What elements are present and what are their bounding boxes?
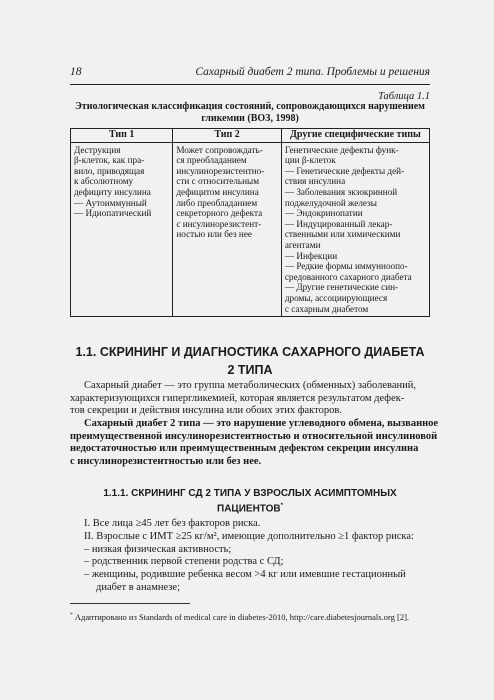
- cell-line: агентами: [284, 239, 321, 250]
- subsection-heading-line: 1.1.1. СКРИНИНГ СД 2 ТИПА У ВЗРОСЛЫХ АСИМПТОМНЫХ: [103, 488, 397, 499]
- table-cell-type1: [71, 142, 173, 317]
- cell-line: дефициту инсулина: [74, 186, 151, 197]
- paragraph-line: недостаточностью или преимущественным дефектом секреции инсулина: [70, 443, 419, 455]
- subsection-heading-text: ПАЦИЕНТОВ: [217, 503, 281, 515]
- table-row: [71, 142, 430, 317]
- cell-line: с инсулинорезистент-: [176, 218, 262, 229]
- table-label: Таблица 1.1: [378, 91, 430, 102]
- table-caption-line: гликемии (ВОЗ, 1998): [201, 113, 299, 124]
- list-item: – низкая физическая активность;: [84, 543, 232, 555]
- list-item: II. Взрослые с ИМТ ≥25 кг/м², имеющие дополнительно ≥1 фактор риска:: [84, 530, 414, 542]
- table-caption-line: Этиологическая классификация состояний, сопровождающихся нарушением: [75, 101, 425, 112]
- list-item: – женщины, родившие ребенка весом >4 кг или имевшие гестационный: [84, 569, 406, 581]
- cell-line: дефицитом инсулина: [176, 186, 259, 197]
- cell-line: либо преобладанием: [176, 197, 258, 208]
- paragraph-line: преимущественной инсулинорезистентностью и относительной инсулиновой: [70, 430, 438, 442]
- paragraph-line: Сахарный диабет 2 типа — это нарушение углеводного обмена, вызванное: [84, 418, 439, 429]
- cell-line: — Другие генетические син-: [284, 282, 399, 293]
- cell-line: — Заболевания экзокринной: [284, 186, 398, 197]
- subsection-heading-line: [70, 500, 430, 515]
- classification-table: [70, 128, 430, 317]
- cell-line: Генетические дефекты функ-: [284, 144, 399, 155]
- cell-line: ции β-клеток: [284, 155, 336, 166]
- section-heading: [70, 343, 430, 379]
- cell-line: — Редкие формы иммунноопо-: [284, 261, 408, 272]
- cell-line: ственными или химическими: [284, 229, 401, 240]
- cell-line: поджелудочной железы: [284, 197, 377, 208]
- footnote-reference[interactable]: *: [280, 503, 283, 509]
- cell-line: Деструкция: [74, 144, 121, 155]
- table-cell-type2: [173, 142, 282, 317]
- paragraph-line: Сахарный диабет — это группа метаболических (обменных) заболеваний,: [84, 380, 416, 391]
- cell-line: с сахарным диабетом: [284, 303, 369, 314]
- running-header: [70, 66, 430, 82]
- footnote: [70, 610, 432, 622]
- cell-line: — Индуцированный лекар-: [284, 218, 393, 229]
- cell-line: ся преобладанием: [176, 155, 247, 166]
- cell-line: — Инфекции: [284, 250, 338, 261]
- definition-paragraph: [70, 380, 432, 418]
- risk-criteria-list: [70, 518, 432, 595]
- table-caption: [70, 101, 430, 125]
- cell-line: — Аутоиммунный: [74, 197, 147, 208]
- cell-line: инсулинорезистентно-: [176, 165, 265, 176]
- list-item-continuation: диабет в анамнезе;: [96, 581, 180, 593]
- footnote-mark: *: [70, 612, 73, 618]
- cell-line: ствия инсулина: [284, 176, 346, 187]
- list-item: – родственник первой степени родства с СД;: [84, 556, 284, 568]
- page-number: 18: [70, 66, 82, 78]
- cell-line: секреторного дефекта: [176, 208, 263, 219]
- cell-line: Может сопровождать-: [176, 144, 263, 155]
- header-rule: [70, 84, 430, 85]
- cell-line: — Эндокринопатии: [284, 208, 363, 219]
- cell-line: средованного сахарного диабета: [284, 271, 412, 282]
- table-cell-other: [281, 142, 429, 317]
- cell-line: β-клеток, как пра-: [74, 155, 145, 166]
- footnote-rule: [70, 603, 190, 604]
- cell-line: ностью или без нее: [176, 229, 252, 240]
- cell-line: — Идиопатический: [74, 208, 152, 219]
- running-title: Сахарный диабет 2 типа. Проблемы и решения: [195, 66, 430, 78]
- paragraph-line: тов секреции и действия инсулина или обоих этих факторов.: [70, 405, 342, 417]
- column-header-type2: Тип 2: [173, 129, 282, 143]
- cell-line: сти с относительным: [176, 176, 260, 187]
- footnote-text: Адаптировано из Standards of medical care in diabetes-2010, http://care.diabetesjournals.org [2].: [74, 611, 410, 622]
- cell-line: дромы, ассоциирующиеся: [284, 292, 388, 303]
- type2-definition-paragraph: [70, 418, 439, 468]
- paragraph-line: с инсулинорезистентностью или без нее.: [70, 455, 262, 467]
- cell-line: — Генетические дефекты дей-: [284, 165, 405, 176]
- list-item: I. Все лица ≥45 лет без факторов риска.: [84, 518, 261, 529]
- paragraph-line: характеризующихся гипергликемией, которая является результатом дефек-: [70, 392, 405, 404]
- cell-line: вило, приводящая: [74, 165, 145, 176]
- section-heading-line: 2 ТИПА: [227, 363, 273, 377]
- cell-line: к абсолютному: [74, 176, 134, 187]
- column-header-other: Другие специфические типы: [281, 129, 429, 143]
- table-header-row: [71, 129, 430, 143]
- column-header-type1: Тип 1: [71, 129, 173, 143]
- subsection-heading: [70, 488, 430, 515]
- section-heading-line: 1.1. СКРИНИНГ И ДИАГНОСТИКА САХАРНОГО ДИАБЕТА: [75, 345, 425, 359]
